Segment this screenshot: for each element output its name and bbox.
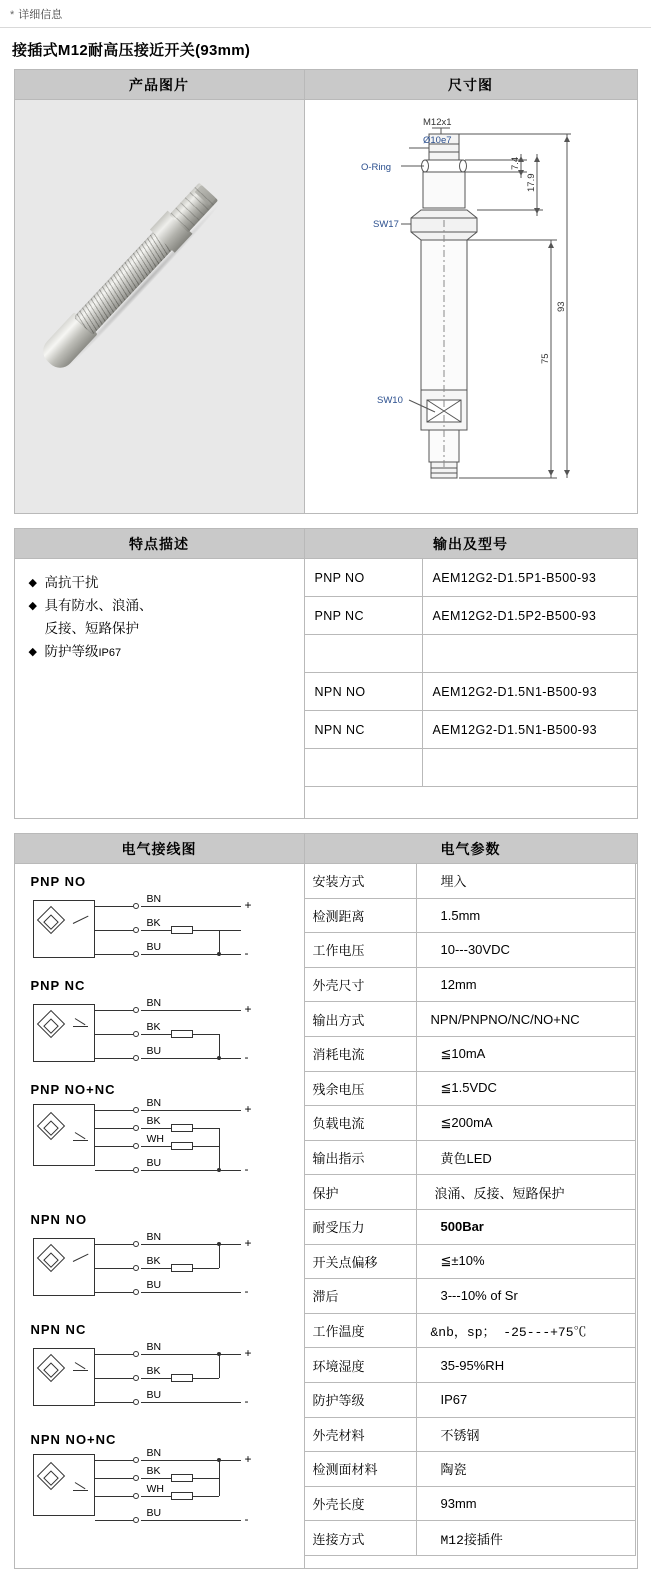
param-key: 防护等级	[304, 1382, 416, 1417]
params-cell	[304, 864, 637, 1569]
param-key: 连接方式	[304, 1521, 416, 1556]
table-row	[304, 933, 635, 968]
params-table	[304, 863, 636, 1556]
table-row	[304, 1417, 635, 1452]
dim-7-4: 7.4	[509, 156, 521, 170]
wiring-group-npn-no-nc	[29, 1432, 296, 1546]
dim-label-sw17: SW17	[372, 219, 399, 230]
table-row	[304, 597, 637, 635]
model-type: NPN NC	[304, 711, 422, 749]
table-row	[304, 967, 635, 1002]
terminal-label: BK	[146, 1021, 161, 1033]
param-value: IP67	[416, 1382, 635, 1417]
features-header: 特点描述	[14, 529, 304, 559]
param-value: 黄色LED	[416, 1140, 635, 1175]
param-key: 输出方式	[304, 1002, 416, 1037]
table-row	[304, 1002, 635, 1037]
features-and-models-table	[14, 528, 638, 819]
param-value: 12mm	[416, 967, 635, 1002]
table-row	[304, 1106, 635, 1141]
minus-label: -	[244, 1162, 249, 1176]
sensor-render	[32, 173, 227, 379]
model-type: PNP NC	[304, 597, 422, 635]
param-key: 负载电流	[304, 1106, 416, 1141]
photo-header: 产品图片	[14, 70, 304, 100]
wiring-diagrams	[14, 864, 304, 1569]
wiring-header: 电气接线图	[14, 834, 304, 864]
param-value: 陶瓷	[416, 1452, 635, 1487]
feature-label-small: IP67	[98, 647, 122, 659]
wiring-label: NPN NO	[30, 1212, 88, 1227]
wiring-and-params-table	[14, 833, 638, 1569]
terminal-label: BU	[146, 1389, 162, 1401]
switch-no-icon	[73, 914, 89, 924]
switch-nc-icon	[73, 1016, 89, 1028]
switch-nc-icon	[73, 1130, 89, 1142]
breadcrumb-star: *	[10, 9, 15, 21]
param-key: 消耗电流	[304, 1036, 416, 1071]
feature-label: 高抗干扰	[44, 575, 99, 590]
plus-label: +	[244, 1236, 252, 1250]
terminal-label: BN	[146, 1097, 162, 1109]
param-key: 残余电压	[304, 1071, 416, 1106]
param-key: 耐受压力	[304, 1209, 416, 1244]
param-key: 检测面材料	[304, 1452, 416, 1487]
model-code: AEM12G2-D1.5P2-B500-93	[422, 597, 637, 635]
param-value: M12接插件	[416, 1521, 635, 1556]
diamond-icon: ◆	[28, 646, 37, 658]
plus-label: +	[244, 1102, 252, 1116]
param-key: 外壳材料	[304, 1417, 416, 1452]
model-code	[422, 749, 637, 787]
param-value: 35-95%RH	[416, 1348, 635, 1383]
switch-nc-icon	[73, 1360, 89, 1372]
terminal-label: BN	[146, 893, 162, 905]
product-photo-image	[15, 100, 304, 513]
feature-item	[29, 573, 294, 593]
wiring-group-npn-nc	[29, 1322, 296, 1418]
table-row	[304, 711, 637, 749]
param-key: 工作温度	[304, 1313, 416, 1348]
terminal-label: BK	[146, 917, 161, 929]
model-code: AEM12G2-D1.5N1-B500-93	[422, 711, 637, 749]
table-row	[304, 1486, 635, 1521]
model-type	[304, 635, 422, 673]
dim-label-thread: M12x1	[422, 117, 452, 128]
table-row	[304, 749, 637, 787]
models-cell	[304, 559, 637, 819]
terminal-label: BU	[146, 1157, 162, 1169]
features-list	[14, 559, 304, 819]
dimension-drawing-svg	[305, 100, 638, 508]
breadcrumb-label: 详细信息	[18, 9, 63, 21]
param-key: 保护	[304, 1175, 416, 1210]
param-value: NPN/PNPNO/NC/NO+NC	[416, 1002, 635, 1037]
feature-item	[29, 619, 294, 639]
models-table	[304, 558, 638, 787]
feature-label: 反接、短路保护	[44, 621, 139, 636]
param-value: ≦200mA	[416, 1106, 635, 1141]
page-title: 接插式M12耐高压接近开关(93mm)	[12, 42, 251, 59]
product-photo	[14, 100, 304, 514]
diamond-icon: ◆	[28, 577, 37, 589]
dim-17-9: 17.9	[525, 173, 537, 192]
param-value: 3---10% of Sr	[416, 1279, 635, 1314]
param-key: 滞后	[304, 1279, 416, 1314]
dimension-header: 尺寸图	[304, 70, 637, 100]
model-code: AEM12G2-D1.5P1-B500-93	[422, 559, 637, 597]
param-value: 浪涌、反接、短路保护	[416, 1175, 635, 1210]
terminal-label: BK	[146, 1365, 161, 1377]
breadcrumb	[0, 0, 651, 28]
terminal-label: BK	[146, 1115, 161, 1127]
switch-nc-icon	[73, 1480, 89, 1492]
minus-label: -	[244, 1284, 249, 1298]
param-key: 检测距离	[304, 898, 416, 933]
table-row	[304, 1313, 635, 1348]
dim-label-oring: O-Ring	[360, 162, 391, 173]
model-type	[304, 749, 422, 787]
table-row	[304, 864, 635, 899]
table-row	[304, 1140, 635, 1175]
param-value: ≦10mA	[416, 1036, 635, 1071]
param-value: &nb，sp； -25---+75℃	[416, 1313, 635, 1348]
terminal-label: BU	[146, 1507, 162, 1519]
feature-item	[29, 596, 294, 616]
table-row	[304, 1036, 635, 1071]
model-type: NPN NO	[304, 673, 422, 711]
table-row	[304, 1382, 635, 1417]
table-row	[304, 1521, 635, 1556]
table-row	[304, 1209, 635, 1244]
dim-label-diameter: Ø10e7	[422, 135, 452, 146]
terminal-label: WH	[146, 1133, 164, 1145]
wiring-diagram	[29, 996, 296, 1074]
feature-label: 防护等级IP67	[44, 644, 122, 659]
param-value: ≦1.5VDC	[416, 1071, 635, 1106]
param-key: 开关点偏移	[304, 1244, 416, 1279]
wiring-diagram	[29, 1230, 296, 1308]
table-row	[304, 898, 635, 933]
table-row	[304, 1244, 635, 1279]
param-value: 1.5mm	[416, 898, 635, 933]
terminal-label: BN	[146, 997, 162, 1009]
param-key: 环境湿度	[304, 1348, 416, 1383]
terminal-label: BK	[146, 1255, 161, 1267]
table-row	[304, 1348, 635, 1383]
minus-label: -	[244, 1050, 249, 1064]
wiring-label: PNP NC	[30, 978, 86, 993]
terminal-label: BN	[146, 1447, 162, 1459]
model-code	[422, 635, 637, 673]
terminal-label: BU	[146, 941, 162, 953]
param-key: 工作电压	[304, 933, 416, 968]
wiring-group-pnp-no-nc	[29, 1082, 296, 1196]
wiring-label: NPN NO+NC	[30, 1432, 117, 1447]
table-row	[304, 1279, 635, 1314]
plus-label: +	[244, 1346, 252, 1360]
plus-label: +	[244, 898, 252, 912]
photo-and-dimension-table	[14, 69, 638, 514]
wiring-group-pnp-nc	[29, 978, 296, 1074]
wiring-diagram	[29, 1340, 296, 1418]
param-key: 外壳长度	[304, 1486, 416, 1521]
table-row	[304, 559, 637, 597]
table-row	[304, 1452, 635, 1487]
wiring-label: NPN NC	[30, 1322, 87, 1337]
param-key: 外壳尺寸	[304, 967, 416, 1002]
dim-75: 75	[539, 353, 551, 364]
param-value: 10---30VDC	[416, 933, 635, 968]
terminal-label: BN	[146, 1341, 162, 1353]
minus-label: -	[244, 1394, 249, 1408]
minus-label: -	[244, 1512, 249, 1526]
terminal-label: WH	[146, 1483, 164, 1495]
terminal-label: BN	[146, 1231, 162, 1243]
minus-label: -	[244, 946, 249, 960]
param-key: 安装方式	[304, 864, 416, 899]
dim-93: 93	[555, 301, 567, 312]
wiring-diagram	[29, 892, 296, 970]
plus-label: +	[244, 1002, 252, 1016]
wiring-diagram	[29, 1097, 296, 1196]
terminal-label: BU	[146, 1045, 162, 1057]
wiring-group-pnp-no	[29, 874, 296, 970]
wiring-label: PNP NO	[30, 874, 87, 889]
param-key: 输出指示	[304, 1140, 416, 1175]
switch-no-icon	[73, 1252, 89, 1262]
wiring-diagram	[29, 1447, 296, 1546]
param-value: ≦±10%	[416, 1244, 635, 1279]
dim-label-sw10: SW10	[376, 395, 403, 406]
table-row	[304, 1071, 635, 1106]
feature-label: 具有防水、浪涌、	[44, 598, 153, 613]
wiring-group-npn-no	[29, 1212, 296, 1308]
terminal-label: BU	[146, 1279, 162, 1291]
param-value: 500Bar	[416, 1209, 635, 1244]
params-header: 电气参数	[304, 834, 637, 864]
terminal-label: BK	[146, 1465, 161, 1477]
param-value: 不锈钢	[416, 1417, 635, 1452]
table-row	[304, 635, 637, 673]
dimension-drawing	[304, 100, 637, 514]
diamond-icon: ◆	[28, 600, 37, 612]
param-value: 93mm	[416, 1486, 635, 1521]
model-code: AEM12G2-D1.5N1-B500-93	[422, 673, 637, 711]
param-value: 埋入	[416, 864, 635, 899]
table-row	[304, 1175, 635, 1210]
output-header: 输出及型号	[304, 529, 637, 559]
plus-label: +	[244, 1452, 252, 1466]
feature-item	[29, 642, 294, 663]
model-type: PNP NO	[304, 559, 422, 597]
table-row	[304, 673, 637, 711]
wiring-label: PNP NO+NC	[30, 1082, 116, 1097]
